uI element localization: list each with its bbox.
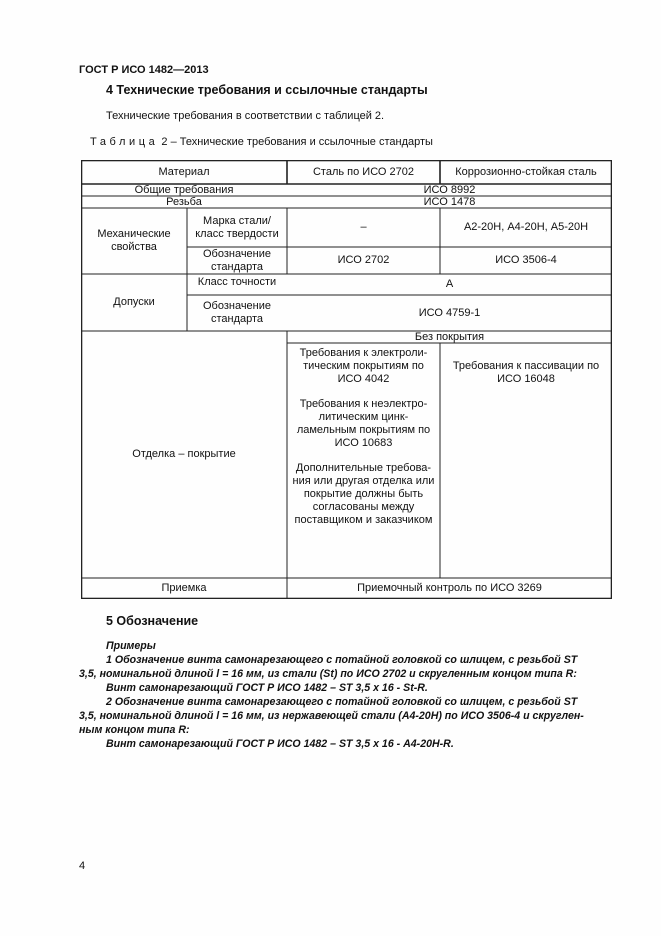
finish-header: Без покрытия xyxy=(414,330,485,343)
section-4-intro: Технические требования в соответствии с таблицей 2. xyxy=(106,110,385,122)
finish-label: Отделка – покрытие xyxy=(132,448,236,460)
example-2-line-3: ным концом типа R: xyxy=(79,724,190,736)
thread-value: ИСО 1478 xyxy=(423,195,476,208)
mechanical-label: Механические свойства xyxy=(97,228,171,253)
mech-designation-label: Обозначение стандарта xyxy=(202,247,272,273)
example-2-line-2: 3,5, номинальной длиной l = 16 мм, из нержавеющей стали (А4-20Н) по ИСО 3506-4 и скруглен- xyxy=(79,710,584,722)
tolerances-label: Допуски xyxy=(113,296,155,308)
finish-steel xyxy=(291,347,436,575)
tol-designation-value: ИСО 4759-1 xyxy=(418,306,481,319)
finish-steel-nonelectrolytic: Требования к неэлектро-литическим цинк-ламельным покрытиям по ИСО 10683 xyxy=(296,398,431,449)
mech-designation-steel: ИСО 2702 xyxy=(337,254,390,266)
table-caption-label: Таблица xyxy=(90,136,159,148)
header-material: Материал xyxy=(158,165,210,178)
header-stainless: Коррозионно-стойкая сталь xyxy=(455,165,597,178)
table-caption-text: 2 – Технические требования и ссылочные стандарты xyxy=(161,136,433,148)
finish-steel-additional: Дополнительные требова-ния или другая отделка или покрытие должны быть согласованы между поставщиком и заказчиком xyxy=(292,462,435,526)
example-1-line-1: 1 Обозначение винта самонарезающего с потайной головкой со шлицем, с резьбой ST xyxy=(106,654,578,666)
document-code: ГОСТ Р ИСО 1482—2013 xyxy=(79,64,209,76)
finish-steel-electrolytic: Требования к электроли-тическим покрытиям по ИСО 4042 xyxy=(299,347,428,385)
requirements-table xyxy=(81,160,612,599)
example-1-line-2: 3,5, номинальной длиной l = 16 мм, из стали (St) по ИСО 2702 и скругленным концом типа R: xyxy=(79,668,577,680)
example-1-designation: Винт самонарезающий ГОСТ Р ИСО 1482 – ST 3,5 х 16 - St-R. xyxy=(106,682,428,694)
example-2-line-1: 2 Обозначение винта самонарезающего с потайной головкой со шлицем, с резьбой ST xyxy=(106,696,578,708)
thread-label: Резьба xyxy=(166,195,202,208)
section-5-title: 5 Обозначение xyxy=(106,614,199,628)
section-4-title: 4 Технические требования и ссылочные стандарты xyxy=(106,83,428,97)
table-caption xyxy=(90,136,433,148)
general-req-label: Общие требования xyxy=(134,183,234,196)
finish-stainless: Требования к пассивации по ИСО 16048 xyxy=(452,360,600,385)
grade-steel: – xyxy=(360,221,367,233)
page-number: 4 xyxy=(79,860,86,872)
accuracy-value: А xyxy=(445,278,454,290)
grade-label: Марка стали/ класс твердости xyxy=(195,214,279,240)
accuracy-label: Класс точности xyxy=(197,276,277,288)
examples-label: Примеры xyxy=(106,640,156,652)
acceptance-label: Приемка xyxy=(161,582,207,594)
tol-designation-label: Обозначение стандарта xyxy=(202,300,272,325)
general-req-value: ИСО 8992 xyxy=(423,183,476,196)
mech-designation-stainless: ИСО 3506-4 xyxy=(495,254,557,266)
acceptance-value: Приемочный контроль по ИСО 3269 xyxy=(357,582,542,594)
example-2-designation: Винт самонарезающий ГОСТ Р ИСО 1482 – ST 3,5 х 16 - А4-20Н-R. xyxy=(106,738,454,750)
grade-stainless: А2-20Н, А4-20Н, А5-20Н xyxy=(463,221,589,233)
header-steel: Сталь по ИСО 2702 xyxy=(312,165,414,178)
